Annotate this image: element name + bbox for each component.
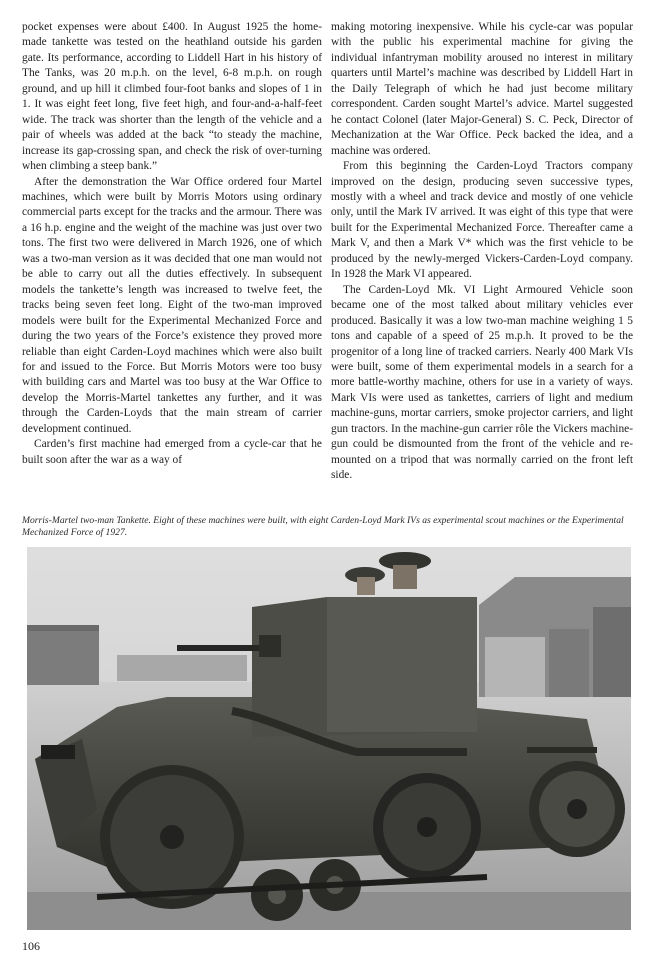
- paragraph: From this beginning the Carden-Loyd Tractors company improved on the design, producing seven successive types, mostly with a wheel and track device and mostly of one vehicle only, until the Mark IV arrived. It was eight of this type that were built for the Experimental Mechanized Force. Thereafter came a Mark V, and then a Mark V* which was the first vehicle to be produced by the newly-merged Vickers-Carden-Loyd company. In 1928 the Mark VI appeared.: [331, 160, 633, 281]
- paragraph: pocket expenses were about £400. In August 1925 the home-made tankette was tested on the heathland outside his garden gate. Its performance, according to Liddell Hart in his history of The Tanks, was 20 m.p.h. on the level, 6-8 m.p.h. on rough ground, and up hill it climbed four-foot banks and slopes of 1 in 1. It was eight feet long, five feet high, and four-and-a-half-feet wide. The track was shorter than the length of the vehicle and a pair of wheels was added at the back “to steady the machine, increase its gap-crossing span, and check the risk of over-turning when climbing a steep bank.”: [22, 21, 322, 173]
- paragraph: Carden’s first machine had emerged from a cycle-car that he built soon after the war as a way of: [22, 438, 322, 466]
- paragraph: The Carden-Loyd Mk. VI Light Armoured Vehicle soon became one of the most talked about military vehicles ever produced. Basically it was a low two-man machine weighing 1 5 tons and capable of a speed of 25 m.p.h. It proved to be the progenitor of a long line of tracked carriers. Nearly 400 Mark VIs were built, some of them experimental models in a search for a more battle-worthy machine, others for use in a variety of ways. Mark VIs were used as tankettes, carriers of light and medium machine-guns, mortar carriers, smoke projector carriers, and light gun tractors. In the machine-gun carrier rôle the Vickers machine-gun could be dismounted from the front of the vehicle and re-mounted on a tripod that was normally carried on the front left side.: [331, 283, 633, 482]
- tankette-photo: [27, 547, 631, 930]
- left-column: [22, 20, 322, 468]
- photo-caption: Morris-Martel two-man Tankette. Eight of these machines were built, with eight Carden-Loyd Mark IVs as experimental scout machines or the Experimental Mechanized Force of 1927.: [22, 515, 624, 538]
- paragraph: After the demonstration the War Office ordered four Martel machines, which were built by Morris Motors using ordinary commercial parts except for the tracks and the armour. There was a 16 h.p. engine and the weight of the machine was just over two tons. The first two were delivered in March 1926, one of which was a two-man version as it was decided that one man would not be able to carry out all the duties effectively. In subsequent models the tankette’s length was increased to twelve feet, the tracks being seven feet long. Eight of the two-man improved models were built for the Experimental Mechanized Force and during the two years of the Force’s existence they proved more reliable than eight Carden-Loyd machines which were also built for and issued to the Force. But Morris Motors were too busy with building cars and Martel was too busy at the War Office to develop the Morris-Martel tankettes any further, and it was through the Carden-Loyds that the main stream of carrier development continued.: [22, 175, 322, 435]
- page-number: 106: [22, 939, 40, 953]
- paragraph: making motoring inexpensive. While his cycle-car was popular with the public his experimental machine for giving the individual infantryman mobility aroused no interest in military quarters until Martel’s machine was described by Liddell Hart in the Daily Telegraph of which he had just become military correspondent. Carden sought Martel’s advice. Martel suggested he contact Colonel (later Major-General) S. C. Peck, Director of Mechanization at the War Office. Peck backed the idea, and a machine was ordered.: [331, 21, 633, 157]
- right-column: [331, 20, 633, 484]
